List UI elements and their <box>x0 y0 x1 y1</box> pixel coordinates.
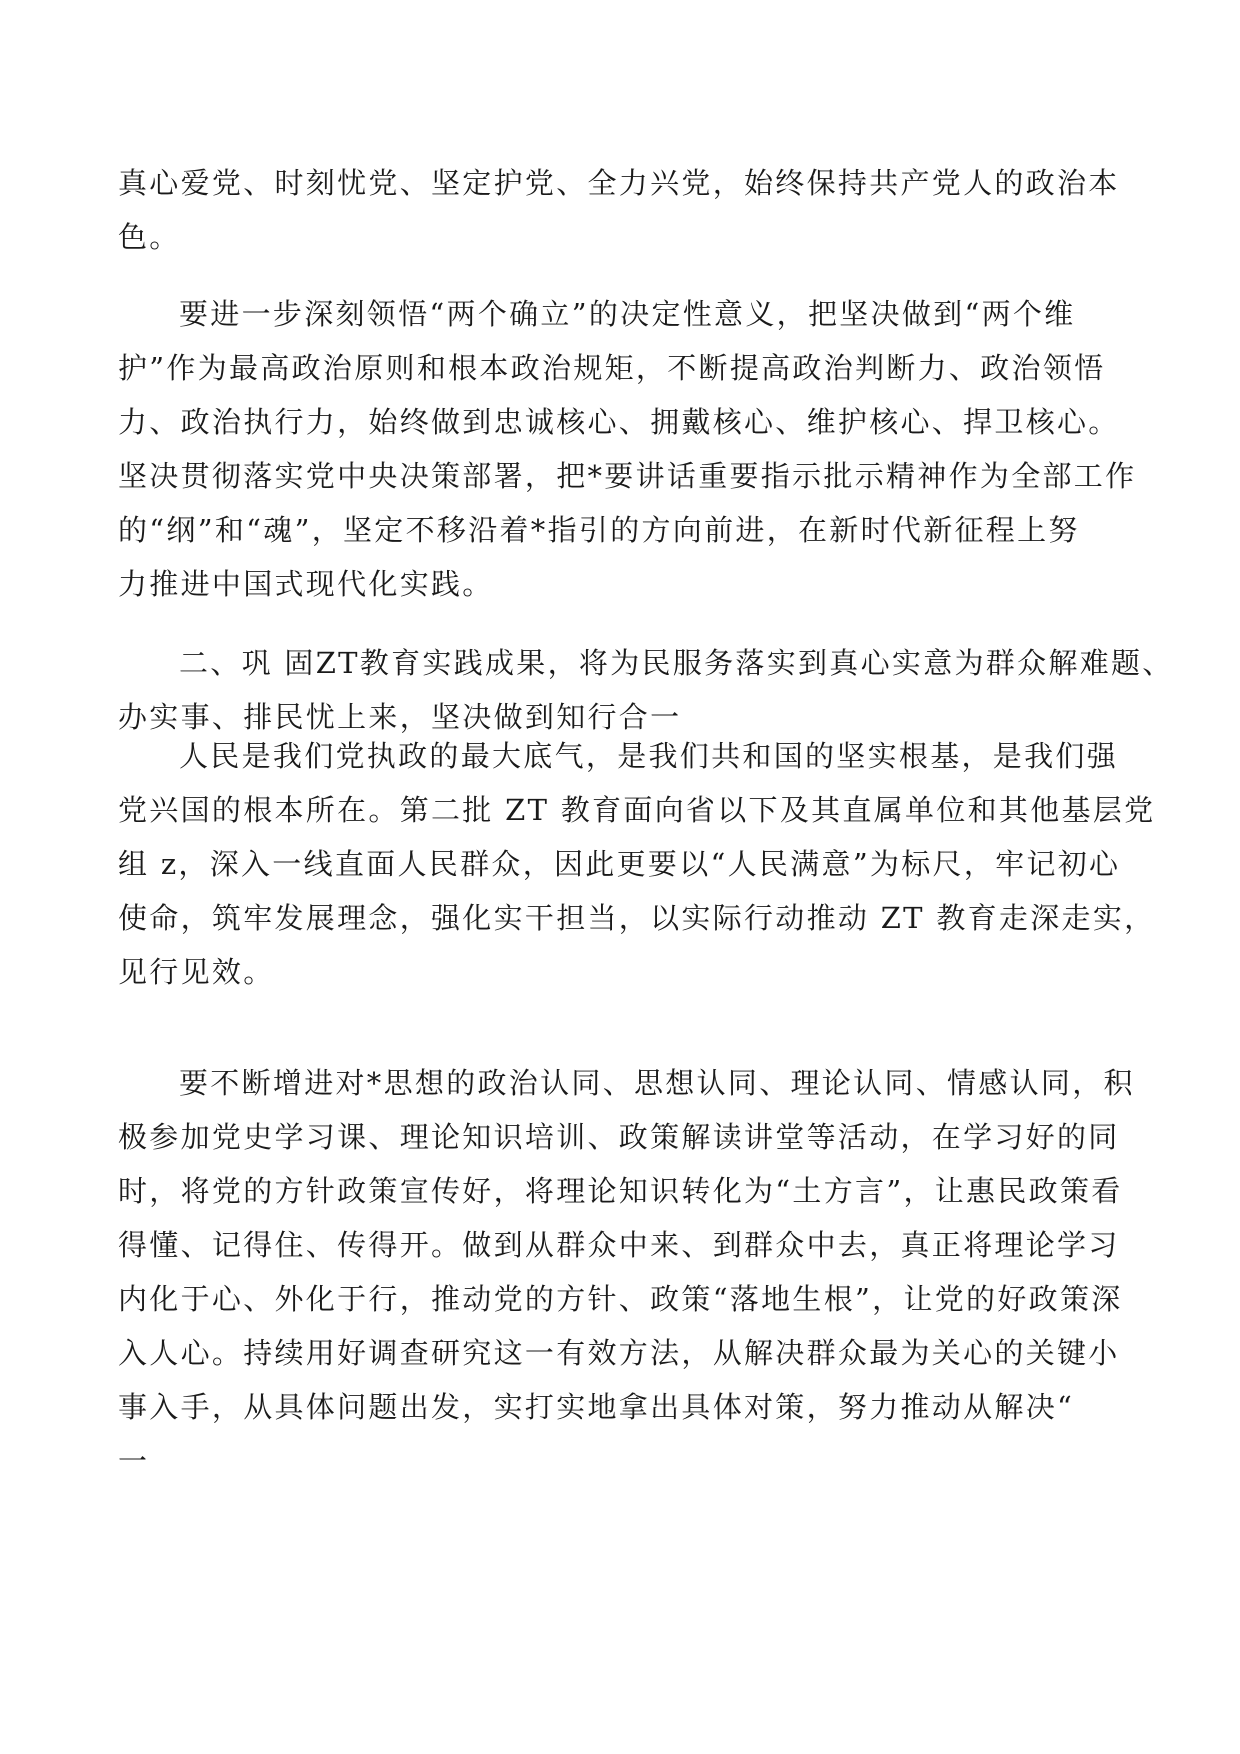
heading-line: 二、巩 固ZT教育实践成果，将为民服务落实到真心实意为群众解难题、 <box>179 646 1174 680</box>
text-line: 力推进中国式现代化实践。 <box>118 567 494 601</box>
text-line: 事入手，从具体问题出发，实打实地拿出具体对策，努力推动从解决“ <box>118 1390 1075 1424</box>
text-line: 组 z，深入一线直面人民群众，因此更要以“人民满意”为标尺，牢记初心 <box>118 847 1121 881</box>
text-line: 力、政治执行力，始终做到忠诚核心、拥戴核心、维护核心、捍卫核心。 <box>118 405 1120 439</box>
text-line: 内化于心、外化于行，推动党的方针、政策“落地生根”，让党的好政策深 <box>118 1282 1123 1316</box>
text-line: 时，将党的方针政策宣传好，将理论知识转化为“土方言”，让惠民政策看 <box>118 1174 1123 1208</box>
text-line: 使命，筑牢发展理念，强化实干担当，以实际行动推动 ZT 教育走深走实， <box>118 901 1156 935</box>
text-line: 得懂、记得住、传得开。做到从群众中来、到群众中去，真正将理论学习 <box>118 1228 1120 1262</box>
heading-line: 办实事、排民忧上来，坚决做到知行合一 <box>118 700 682 734</box>
paragraph-political-identification <box>118 1056 1135 1488</box>
text-line: 人民是我们党执政的最大底气，是我们共和国的坚实根基，是我们强 <box>179 739 1119 773</box>
text-line: 色。 <box>118 220 181 254</box>
paragraph-political-character <box>118 156 1128 264</box>
text-line: 党兴国的根本所在。第二批 ZT 教育面向省以下及其直属单位和其他基层党 <box>118 793 1156 827</box>
paragraph-two-establishments <box>118 287 1137 611</box>
text-line: 要进一步深刻领悟“两个确立”的决定性意义，把坚决做到“两个维 <box>179 297 1076 331</box>
text-line: 入人心。持续用好调查研究这一有效方法，从解决群众最为关心的关键小 <box>118 1336 1120 1370</box>
text-line: 护”作为最高政治原则和根本政治规矩，不断提高政治判断力、政治领悟 <box>118 351 1106 385</box>
paragraph-people-foundation <box>118 729 1156 999</box>
text-line: 极参加党史学习课、理论知识培训、政策解读讲堂等活动，在学习好的同 <box>118 1120 1120 1154</box>
text-line: 见行见效。 <box>118 955 275 989</box>
text-line: 要不断增进对*思想的政治认同、思想认同、理论认同、情感认同，积 <box>179 1066 1135 1100</box>
section-heading-two <box>118 636 1174 744</box>
text-line: 的“纲”和“魂”，坚定不移沿着*指引的方向前进，在新时代新征程上努 <box>118 513 1080 547</box>
text-line: 一 <box>118 1444 150 1478</box>
text-line: 真心爱党、时刻忧党、坚定护党、全力兴党，始终保持共产党人的政治本 <box>118 166 1120 200</box>
text-line: 坚决贯彻落实党中央决策部署，把*要讲话重要指示批示精神作为全部工作 <box>118 459 1137 493</box>
